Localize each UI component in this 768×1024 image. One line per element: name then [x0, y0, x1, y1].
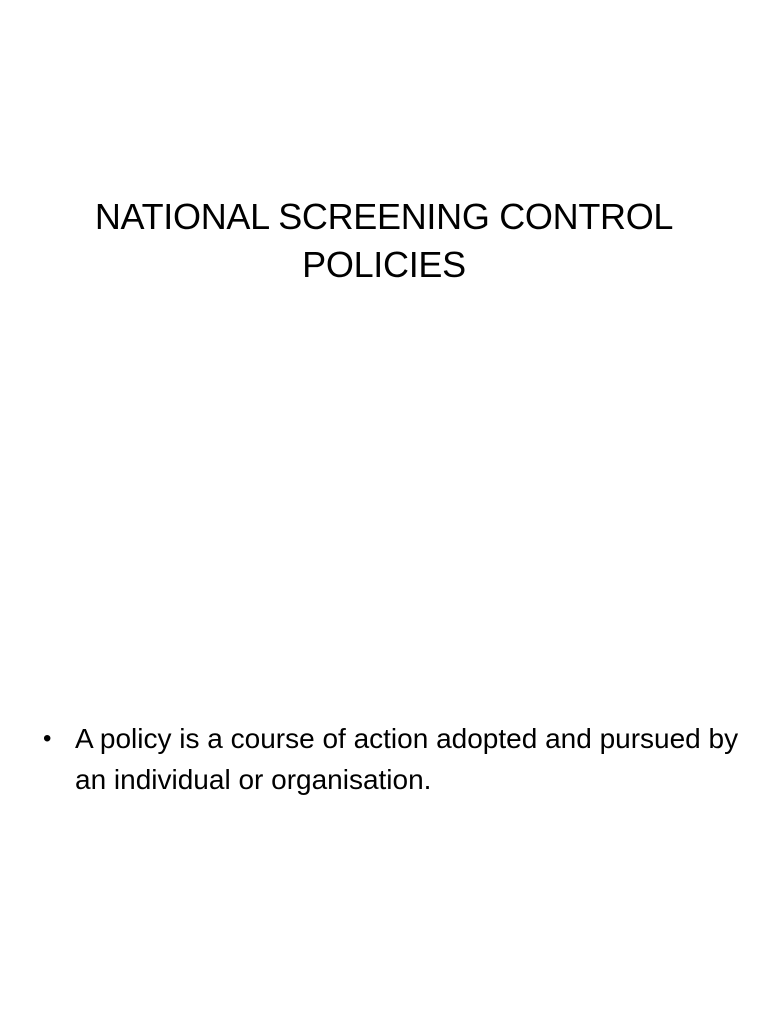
list-item — [40, 718, 740, 800]
bullet-list — [40, 718, 740, 800]
bullet-text: A policy is a course of action adopted and pursued by an individual or organisation. — [75, 723, 739, 795]
slide-title: NATIONAL SCREENING CONTROL POLICIES — [94, 196, 674, 285]
bullet-marker: • — [43, 725, 52, 752]
